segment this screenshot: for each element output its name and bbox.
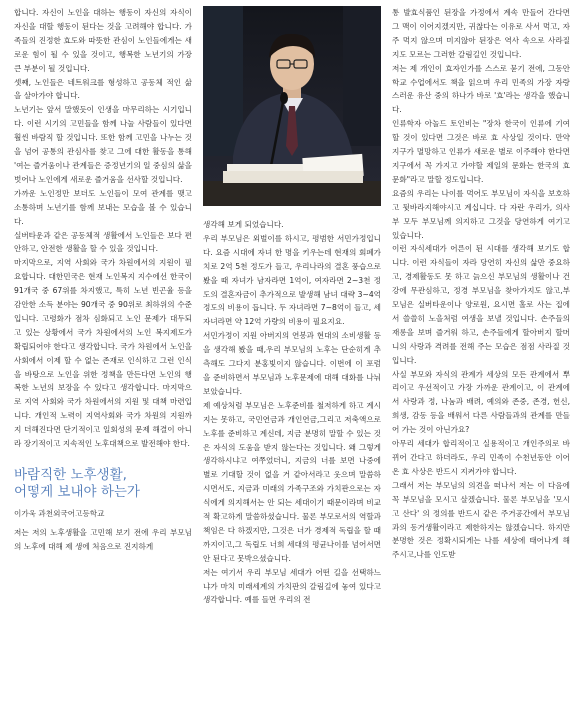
section-heading-line1: 바람직한 노후생활, <box>14 467 127 483</box>
body-paragraph: 저는 여기서 우리 부모님 세대가 어떤 길을 선택하느냐가 마치 미래세계의 가치판의 갈림길에 놓여 있다고 생각합니다. 예를 들면 우리의 전 <box>203 567 381 605</box>
speaker-photo <box>203 6 381 206</box>
body-paragraph: 인류학자 아놀드 토인비는 "장차 한국이 인류에 기여할 것이 있다면 그것은 바로 효 사상일 것이다. 만약 지구가 멸망하고 인류가 새로운 별로 이주해야 한다면 지구에서 꼭 가지고 가야할 제일의 문화는 한국의 효 문화"라고 말할 정도입니다. <box>392 119 570 184</box>
body-paragraph: 가까운 노인정만 보더도 노인들이 모여 관계를 맺고 소통하며 노년기를 함께 보내는 모습을 볼 수 있습니다. <box>14 188 192 226</box>
body-paragraph: 서민가정이 지원 아버지의 연봉과 현대의 소비생활 등을 생각해 봤을 때,우리 부모님의 노후는 단순히게 추측해도 그다지 분홍빛이지 않습니다. 이번에 이 포럼을 준비하면서 부모님과 노후문제에 대해 대화를 나눠보았습니다. <box>203 331 381 396</box>
body-paragraph: 사실 부모와 자식의 관계가 세상의 모든 관계에서 뿌리이고 우선적이고 가장 가까운 관계이고, 이 관계에서 사랑과 정, 나눔과 배려, 예의와 존중, 존경, 헌신, 희생, 감동 등을 배워서 다른 사람들과의 관계를 만들어 가는 것이 아닌가요? <box>392 369 570 435</box>
section-heading-line2: 어떻게 보내야 하는가 <box>14 484 140 500</box>
text-column-middle <box>203 218 381 706</box>
speaker-photo-illustration <box>203 6 381 206</box>
body-paragraph: 요즘의 우리는 나이를 먹어도 부모님이 자식을 보호하고 뒷바라지해야시고 계십니다. 다 자란 우리가, 의사부 모두 부모님께 의지하고 그것을 당연하게 여기고 있습니다. <box>392 188 570 240</box>
body-paragraph: 저는 제 개인이 효자인가를 스스로 묻기 전에, 그동안 학교 수업에서도 책을 읽으며 우리 민족의 가장 자랑스러운 유산 중의 하나가 바로 '효'라는 생각을 했습니다. <box>392 63 570 115</box>
body-paragraph: 제 예상처럼 부모님은 노후준비를 철저하게 하고 계시지는 못하고, 국민연금과 개인연금,그리고 저축액으로 노후를 준비하고 계신데, 지금 분명히 말할 수 있는 것은 자식의 도움을 받지 않는다는 것입니다. 왜 그렇게 생각하시냐고 여쭈었더니, 지금의 너를 보면 나중에 별로 기대할 것이 없을 거 같아서라고 웃으며 말씀하시면서도, 지금과 미래의 가족구조와 가치판으로는 자식에게 의지해서는 안 되는 세대이기 때문이라며 비교적 확고하게 말씀하셨습니다. 물론 부모로서의 역할과 책임은 다 하겠지만, 그것은 너가 경제적 독립을 할 때까지이고,그 독립도 너희 세대의 평균나이를 넘어서면 안 된다고 못박으셨습니다. <box>203 400 381 563</box>
body-paragraph: 우리 부모님은 외벌이를 하시고, 평범한 서민가정입니다. 요즘 시대에 자녀 한 명을 키우는데 현재의 회폐가치로 2억 5천 정도가 들고, 우리나라의 결혼 풍습으로 봤을 때 자녀가 남자라면 1억이, 여자라면 2~3천 정도의 결혼자금이 추가적으로 발생해 남녀 대략 3~4억 정도의 비용이 듭니다. 두 자녀라면 7~8억이 들고, 세자녀라면 약 12억 가량의 비용이 필요지요. <box>203 233 381 327</box>
text-column-right <box>392 6 570 706</box>
body-paragraph: 합니다. 자신이 노인을 대하는 행동이 자신의 자식이 자신을 대할 행동이 된다는 것을 고려해야 합니다. 가족들의 진정한 효도와 따뜻한 관심이 노인들에게는 새로운 힘이 될 수 있을 것이고, 행복한 노년기의 가장 큰 부분이 될 것입니다. <box>14 8 192 73</box>
section-spacer <box>14 451 192 465</box>
body-paragraph: 그래서 저는 부모님의 의견을 떠나서 저는 이 다음에 꼭 부모님을 모시고 살겠습니다. 물론 부모님을 '모시고 산다' 의 정의를 반드시 같은 주거공간에서 부모님과의 동거생활이라고 제한하지는 않겠습니다. 하지만 분명한 것은 정확시되게는 나를 세상에 태어나게 해 주시고,나를 인도받 <box>392 480 570 560</box>
body-paragraph: 셋째, 노인들은 네트워크를 형성하고 공동체 적인 삶을 살아가야 합니다. <box>14 77 192 101</box>
body-paragraph: 마지막으로, 지역 사회와 국가 차원에서의 지원이 필요합니다. 대한민국은 현재 노인복지 지수에선 한국이 91개국 중 67위를 차지했고, 특히 노년 빈곤율 등을 감안한 소득 분야는 90개국 중 90위로 최하위의 수준입니다. 고령화가 점차 심화되고 노인 문제가 대두되고 있는 상황에서 국가 차원에서의 노인 복지제도가 확립되어야 한다고 생각합니다. 국가 차원에서 노인을 사회에서 이제 할 수 없는 존재로 인식하고 그런 인식을 바탕으로 노인을 위한 정책을 만든다면 노인의 행복한 노년의 보장을 수 있다고 생각합니다. 마지막으로 지역 사회와 국가 차원에서의 지원 및 대책 마련입니다. 개인적 노력이 지역사회와 국가 차원의 지원까지 더해진다면 단기적이고 일회성의 문제 해결이 아니라 장기적이고 지속적인 노후대책으로 발전해야 한다. <box>14 258 192 449</box>
body-paragraph: 통 발효식품인 된장을 가정에서 계속 만들어 간다면 그 맥이 이어지겠지만, 귀찮다는 이유로 사서 먹고, 자주 먹지 않으며 미지않아 된장은 역사 속으로 사라질지도 모르는 그러한 갈림길인 것입니다. <box>392 8 570 59</box>
intro-paragraph: 저는 저의 노후생활을 고민해 보기 전에 우리 부모님의 노후에 대해 제 생에 처음으로 진지하게 <box>14 527 192 551</box>
body-paragraph: 생각해 보게 되었습니다. <box>203 220 284 229</box>
section-heading <box>14 467 192 501</box>
body-paragraph: 노년기는 앞서 말했듯이 인생을 마무리하는 시기입니다. 이런 시기의 고민들을 함께 나눌 사람들이 있다면 훨씬 바람직 할 것입니다. 또한 함께 고민을 나누는 것을 넘어 공통의 관심사를 찾고 그에 대한 활동을 통해 '여는 즐거움이나 관계들은 증정년기의 일 중심의 삶을 벗어나 노인에게 새로운 즐거움을 선사할 것입니다. <box>14 105 192 184</box>
body-paragraph: 아무리 세대가 합리적이고 실용적이고 개인주의로 바뀌어 간다고 하더라도, 우리 민족이 수천년동안 이어 온 효 사상은 반드시 지켜가야 합니다. <box>392 439 570 476</box>
body-paragraph: 이런 자식세대가 어른이 된 시대를 생각해 보기도 합니다. 이런 자식들이 자라 당연히 자신의 삶만 중요하고, 경제활동도 못 하고 늙으신 부모님의 생활이나 건강에 무관심하고, 정경 부모님을 찾아가지도 않고,부모님은 실버타운이나 양로원, 요시면 홀로 사는 집에서 쓸쓸히 노을처럼 여생을 보낼 것입니다. 손주들의 재롱을 보며 즐거워 하고, 손주들에게 할아버지 할머니의 사랑과 격려를 전해 주는 모습은 점점 사라질 것입니다. <box>392 244 570 365</box>
body-paragraph: 실버타운과 같은 공동체적 생활에서 노인들은 보다 편안하고, 안전한 생활을 할 수 있을 것입니다. <box>14 230 192 254</box>
author-byline: 이가욱 과천외국어고등학교 <box>14 509 105 518</box>
text-column-left <box>14 6 192 706</box>
